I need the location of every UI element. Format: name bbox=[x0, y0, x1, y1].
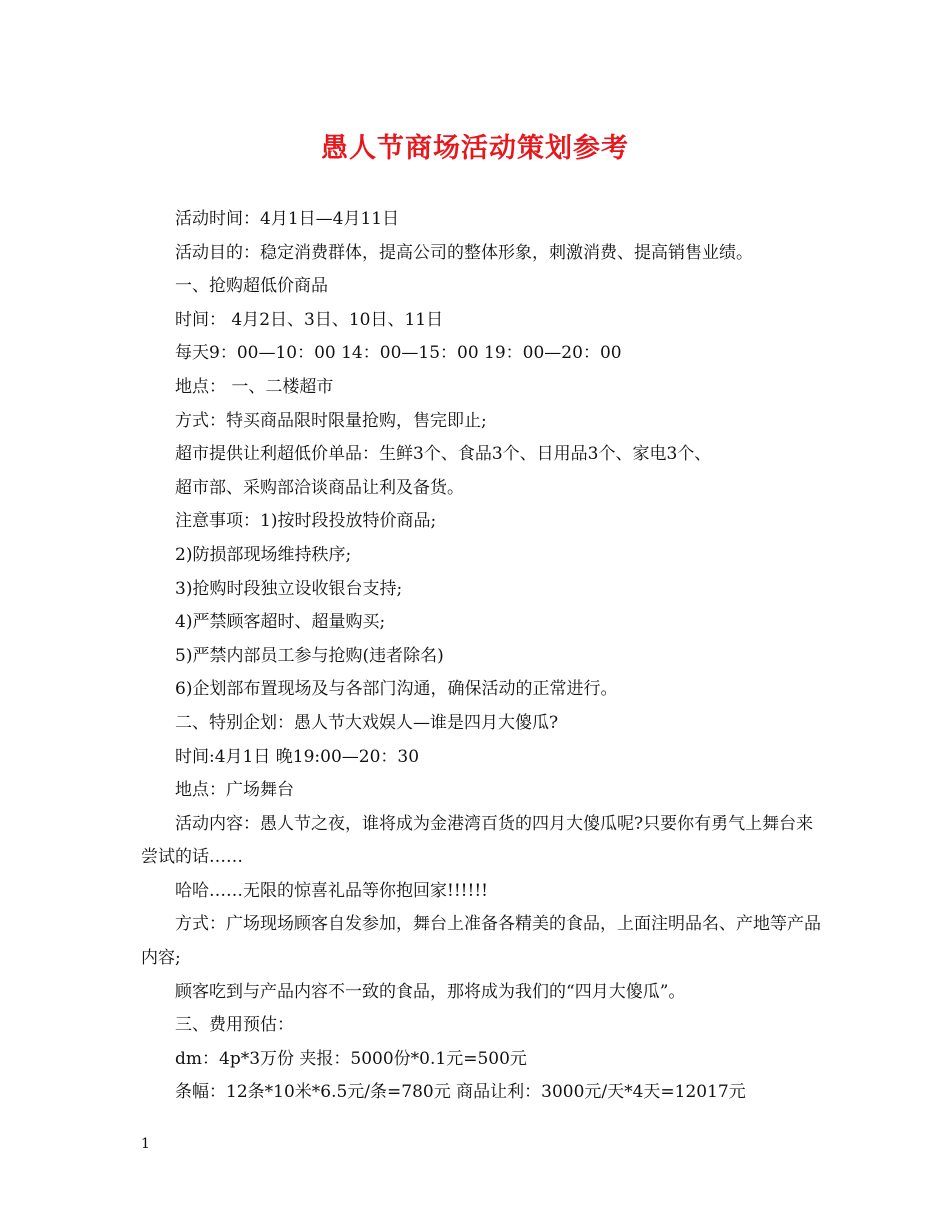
paragraph: 哈哈……无限的惊喜礼品等你抱回家!!!!!! bbox=[175, 880, 488, 901]
paragraph: 方式：广场现场顾客自发参加，舞台上准备各精美的食品，上面注明品名、产地等产品内容; bbox=[141, 914, 821, 969]
page-number: 1 bbox=[141, 1136, 150, 1152]
paragraph: 时间:4月1日 晚19:00—20：30 bbox=[175, 746, 420, 767]
document-body bbox=[141, 203, 821, 1110]
paragraph: 活动内容：愚人节之夜，谁将成为金港湾百货的四月大傻瓜呢?只要你有勇气上舞台来尝试的话…… bbox=[141, 813, 814, 868]
paragraph: 超市部、采购部洽谈商品让利及备货。 bbox=[175, 477, 464, 498]
document-title: 愚人节商场活动策划参考 bbox=[321, 133, 629, 164]
section-heading: 二、特别企划：愚人节大戏娱人—谁是四月大傻瓜? bbox=[175, 712, 559, 733]
paragraph: 活动目的：稳定消费群体，提高公司的整体形象，刺激消费、提高销售业绩。 bbox=[175, 242, 753, 263]
list-item: 5)严禁内部员工参与抢购(违者除名) bbox=[175, 645, 444, 666]
paragraph: 地点： 一、二楼超市 bbox=[175, 376, 334, 397]
paragraph: 注意事项：1)按时段投放特价商品; bbox=[175, 511, 437, 532]
paragraph: 地点：广场舞台 bbox=[175, 780, 294, 801]
paragraph: 活动时间：4月1日—4月11日 bbox=[175, 209, 400, 229]
paragraph: 每天9：00—10：00 14：00—15：00 19：00—20：00 bbox=[175, 343, 622, 364]
section-heading: 一、抢购超低价商品 bbox=[175, 276, 328, 297]
paragraph: 顾客吃到与产品内容不一致的食品，那将成为我们的“四月大傻瓜”。 bbox=[175, 981, 686, 1002]
list-item: 2)防损部现场维持秩序; bbox=[175, 544, 352, 565]
paragraph: 超市提供让利超低价单品：生鲜3个、食品3个、日用品3个、家电3个、 bbox=[175, 444, 712, 465]
list-item: 4)严禁顾客超时、超量购买; bbox=[175, 612, 386, 633]
paragraph: 条幅：12条*10米*6.5元/条=780元 商品让利：3000元/天*4天=12017元 bbox=[175, 1082, 746, 1103]
paragraph: 方式：特买商品限时限量抢购，售完即止; bbox=[175, 410, 487, 431]
section-heading: 三、费用预估： bbox=[175, 1015, 294, 1036]
list-item: 3)抢购时段独立设收银台支持; bbox=[175, 578, 403, 599]
paragraph: dm：4p*3万份 夹报：5000份*0.1元=500元 bbox=[175, 1048, 527, 1069]
list-item: 6)企划部布置现场及与各部门沟通，确保活动的正常进行。 bbox=[175, 679, 618, 700]
paragraph: 时间： 4月2日、3日、10日、11日 bbox=[175, 309, 444, 330]
